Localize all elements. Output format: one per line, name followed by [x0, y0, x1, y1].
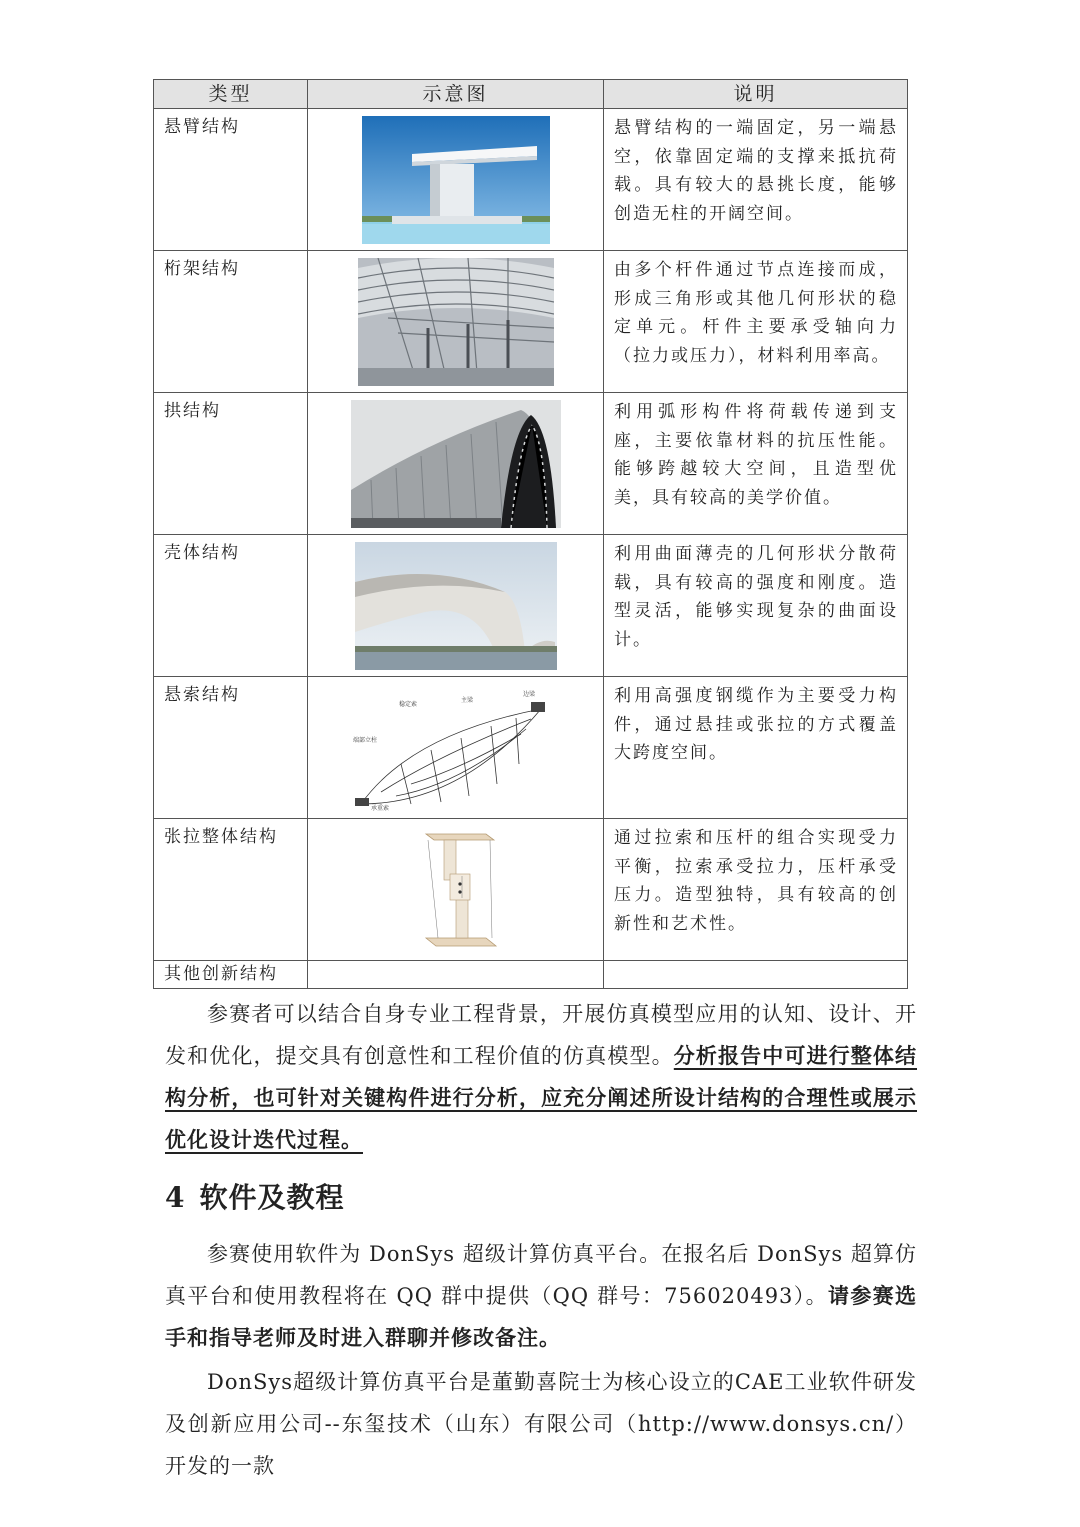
paragraph-participants — [165, 993, 917, 1161]
description-cell: 利用弧形构件将荷载传递到支座，主要依靠材料的抗压性能。能够跨越较大空间，且造型优美，具有较高的美学价值。 — [604, 393, 908, 535]
image-cell — [308, 109, 604, 251]
table-row — [154, 393, 908, 535]
arch-hall-photo — [351, 400, 561, 528]
section-heading — [165, 1176, 345, 1216]
paragraph-text: 参赛使用软件为 DonSys 超级计算仿真平台。在报名后 DonSys 超算仿真平台和使用教程将在 QQ 群中提供（QQ 群号：756020493）。 — [165, 1242, 917, 1308]
description-cell: 利用高强度钢缆作为主要受力构件，通过悬挂或张拉的方式覆盖大跨度空间。 — [604, 677, 908, 819]
description-cell: 利用曲面薄壳的几何形状分散荷载，具有较高的强度和刚度。造型灵活，能够实现复杂的曲面设计。 — [604, 535, 908, 677]
description-cell: 由多个杆件通过节点连接而成，形成三角形或其他几何形状的稳定单元。杆件主要承受轴向力（拉力或压力），材料利用率高。 — [604, 251, 908, 393]
table-row — [154, 535, 908, 677]
type-cell: 悬索结构 — [154, 677, 308, 819]
table-row — [154, 251, 908, 393]
structure-types-table — [153, 79, 908, 989]
description-cell: 通过拉索和压杆的组合实现受力平衡，拉索承受拉力，压杆承受压力。造型独特，具有较高的创新性和艺术性。 — [604, 819, 908, 961]
truss-roof-photo — [358, 258, 554, 386]
image-cell — [308, 819, 604, 961]
diagram-label: 稳定索 — [398, 701, 417, 708]
paragraph-software — [165, 1233, 917, 1359]
diagram-label: 主梁 — [460, 697, 473, 704]
paragraph-text: 参赛者可以结合自身专业工程背景，开展仿真模型应用的认知、设计、开发和优化，提交具有创意性和工程价值的仿真模型。 — [165, 1002, 917, 1068]
section-title: 软件及教程 — [199, 1181, 345, 1214]
suspension-cable-diagram — [351, 684, 561, 812]
header-diagram: 示意图 — [308, 80, 604, 109]
type-cell: 壳体结构 — [154, 535, 308, 677]
emphasis-text: 分析报告中可进行整体结构分析，也可针对关键构件进行分析，应充分阐述所设计结构的合理性或展示优化设计迭代过程。 — [165, 1043, 918, 1152]
image-cell — [308, 961, 604, 989]
paragraph-text: DonSys超级计算仿真平台是董勤喜院士为核心设立的CAE工业软件研发及创新应用公司--东玺技术（山东）有限公司（http://www.donsys.cn/）开发的一款 — [165, 1370, 917, 1478]
type-cell: 拱结构 — [154, 393, 308, 535]
shell-structure-photo — [355, 542, 557, 670]
table-row — [154, 819, 908, 961]
type-cell: 悬臂结构 — [154, 109, 308, 251]
header-type: 类型 — [154, 80, 308, 109]
image-cell — [308, 677, 604, 819]
table-row — [154, 677, 908, 819]
description-cell: 悬臂结构的一端固定，另一端悬空，依靠固定端的支撑来抵抗荷载。具有较大的悬挑长度，能够创造无柱的开阔空间。 — [604, 109, 908, 251]
description-cell — [604, 961, 908, 989]
image-cell — [308, 251, 604, 393]
table-row — [154, 109, 908, 251]
image-cell — [308, 393, 604, 535]
diagram-label: 承重索 — [370, 805, 389, 812]
table-row — [154, 961, 908, 989]
header-description: 说明 — [604, 80, 908, 109]
diagram-label: 端部立柱 — [352, 737, 377, 744]
type-cell: 张拉整体结构 — [154, 819, 308, 961]
section-number: 4 — [165, 1181, 186, 1214]
image-cell — [308, 535, 604, 677]
paragraph-donsys — [165, 1361, 917, 1487]
emphasis-text: 请参赛选手和指导老师及时进入群聊并修改备注。 — [165, 1283, 918, 1350]
diagram-label: 边梁 — [522, 691, 535, 698]
cantilever-building-photo — [362, 116, 550, 244]
table-header-row — [154, 80, 908, 109]
type-cell: 桁架结构 — [154, 251, 308, 393]
type-cell: 其他创新结构 — [154, 961, 308, 989]
tensegrity-model-photo — [406, 826, 506, 954]
